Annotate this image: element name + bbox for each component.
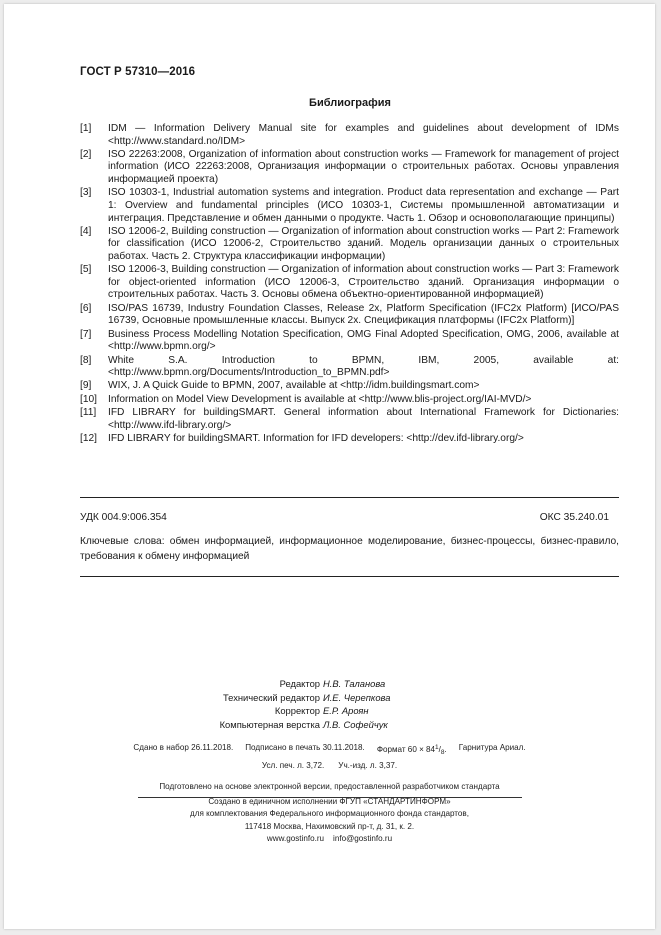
bottom-divider [80, 576, 619, 577]
email-link[interactable]: info@gostinfo.ru [333, 834, 393, 844]
bibliography-entry [80, 123, 619, 148]
entry-text: White S.A. Introduction to BPMN, IBM, 2005, available at: <http://www.bpmn.org/Documents/Introduction_to_BPMN.pdf> [108, 354, 619, 379]
keywords: Ключевые слова: обмен информацией, информационное моделирование, бизнес-процессы, бизнес-правило, требования к обмену информацией [80, 536, 619, 562]
bibliography-entry [80, 380, 619, 393]
entry-number: [11] [80, 406, 97, 418]
entry-text: ISO/PAS 16739, Industry Foundation Classes, Release 2x, Platform Specification (IFC2x Platform) [ИСО/PAS 16739, Основные промышленные классы. Выпуск 2x. Спецификация платформы (IFC2x Platform)] [108, 302, 619, 327]
publisher-line1: Создано в единичном исполнении ФГУП «СТАНДАРТИНФОРМ» [208, 797, 451, 806]
entry-number: [12] [80, 432, 97, 444]
imprint-row-dates [4, 741, 655, 759]
entry-text: ISO 12006-3, Building construction — Organization of information about construction works — Part 3: Framework for object-oriented information (ИСО 12006-3, Строительство зданий. Организация информации о строительных работах. Часть 3. Основы обмена объектно-ориентированной информацией) [108, 264, 619, 301]
print-sheets: Усл. печ. л. 3,72. [261, 761, 325, 770]
bibliography-entry [80, 355, 619, 380]
credit-role: Технический редактор [222, 691, 320, 703]
document-page [4, 4, 655, 929]
entry-number: [5] [80, 264, 92, 276]
credit-proofreader [4, 704, 655, 718]
imprint-block [4, 741, 655, 798]
bibliography-entry [80, 433, 619, 446]
format-numerator: 1 [435, 744, 439, 751]
entry-text: IFD LIBRARY for buildingSMART. General information about International Framework for Dictionaries: <http://www.ifd-library.org/> [108, 406, 619, 431]
bibliography-entry [80, 187, 619, 225]
standard-code: ГОСТ Р 57310—2016 [80, 66, 196, 78]
credit-role: Компьютерная верстка [219, 718, 320, 730]
entry-number: [9] [80, 380, 92, 392]
bibliography-entry [80, 226, 619, 264]
imprint-row-sheets [4, 759, 655, 772]
credit-person: Е.Р. Ароян [323, 705, 369, 716]
bibliography-entry [80, 407, 619, 432]
entry-number: [7] [80, 328, 92, 340]
entry-number: [2] [80, 148, 92, 160]
oks-code: ОКС 35.240.01 [539, 512, 609, 523]
entry-number: [10] [80, 393, 97, 405]
entry-text: ISO 22263:2008, Organization of information about construction works — Framework for management of project information (ИСО 22263:2008, Организация информации о строительных работах. Основы управления информацией проекта) [108, 148, 619, 186]
credit-person: Н.В. Таланова [323, 678, 386, 689]
entry-number: [8] [80, 354, 92, 366]
font-info: Гарнитура Ариал. [458, 743, 526, 752]
credits-block [4, 677, 655, 731]
paper-format: Формат $60 \times 84^1/_8$. [376, 744, 447, 756]
signed-date: Подписано в печать 30.11.2018. [245, 743, 365, 752]
credit-role: Редактор [279, 678, 320, 689]
publisher-block [4, 796, 655, 846]
credit-person: Л.В. Софейчук [323, 718, 388, 730]
prepared-note: Подготовлено на основе электронной версии, предоставленной разработчиком стандарта [159, 782, 500, 791]
entry-number: [4] [80, 225, 92, 237]
bibliography-entry [80, 149, 619, 187]
credit-role: Корректор [274, 705, 320, 716]
udk-code: УДК 004.9:006.354 [80, 512, 167, 523]
entry-number: [1] [80, 123, 92, 134]
bibliography-list [80, 123, 619, 446]
entry-text: Business Process Modelling Notation Specification, OMG Final Adopted Specification, OMG, 2006, available at <http://www.bpmn.org/> [108, 328, 619, 353]
publisher-contacts [4, 833, 655, 845]
entry-number: [6] [80, 302, 92, 314]
format-prefix: Формат 60 × 84 [376, 745, 436, 754]
top-divider [80, 497, 619, 498]
format-denominator: 8 [440, 749, 445, 756]
pub-sheets: Уч.-изд. л. 3,37. [338, 761, 398, 770]
entry-text: IDM — Information Delivery Manual site for examples and guidelines about development of IDMs <http://www.standard.no/IDM> [108, 123, 619, 147]
entry-text: Information on Model View Development is available at <http://www.blis-project.org/IAI-MVD/> [108, 393, 532, 405]
credit-layout [4, 718, 655, 732]
bibliography-entry [80, 303, 619, 328]
bibliography-title: Библиография [309, 97, 391, 109]
publisher-line2: для комплектования Федерального информационного фонда стандартов, [190, 809, 469, 819]
typeset-date: Сдано в набор 26.11.2018. [133, 743, 234, 752]
entry-text: WIX, J. A Quick Guide to BPMN, 2007, available at <http://idm.buildingsmart.com> [108, 380, 480, 392]
bibliography-entry [80, 264, 619, 302]
bibliography-entry [80, 329, 619, 354]
entry-text: ISO 10303-1, Industrial automation systems and integration. Product data representation and exchange — Part 1: Overview and fundamental principles (ИСО 10303-1, Системы промышленной автоматизации и интеграция. Представление и обмен данными о продукте. Часть 1. Обзор и основополагающие принципы) [108, 187, 619, 224]
credit-editor [4, 677, 655, 691]
entry-text: ISO 12006-2, Building construction — Organization of information about construction works — Part 2: Framework for classification (ИСО 12006-2, Строительство зданий. Модель организации данных о строительных работах. Часть 2. Структура классификации информации) [108, 225, 619, 262]
entry-text: IFD LIBRARY for buildingSMART. Information for IFD developers: <http://dev.ifd-library.org/> [108, 432, 524, 444]
website-link[interactable]: www.gostinfo.ru [266, 834, 325, 844]
bibliography-entry [80, 394, 619, 407]
publisher-address: 117418 Москва, Нахимовский пр-т, д. 31, к. 2. [244, 821, 415, 831]
credit-tech-editor [4, 691, 655, 705]
entry-number: [3] [80, 187, 92, 199]
credit-person: И.Е. Черепкова [323, 691, 391, 703]
